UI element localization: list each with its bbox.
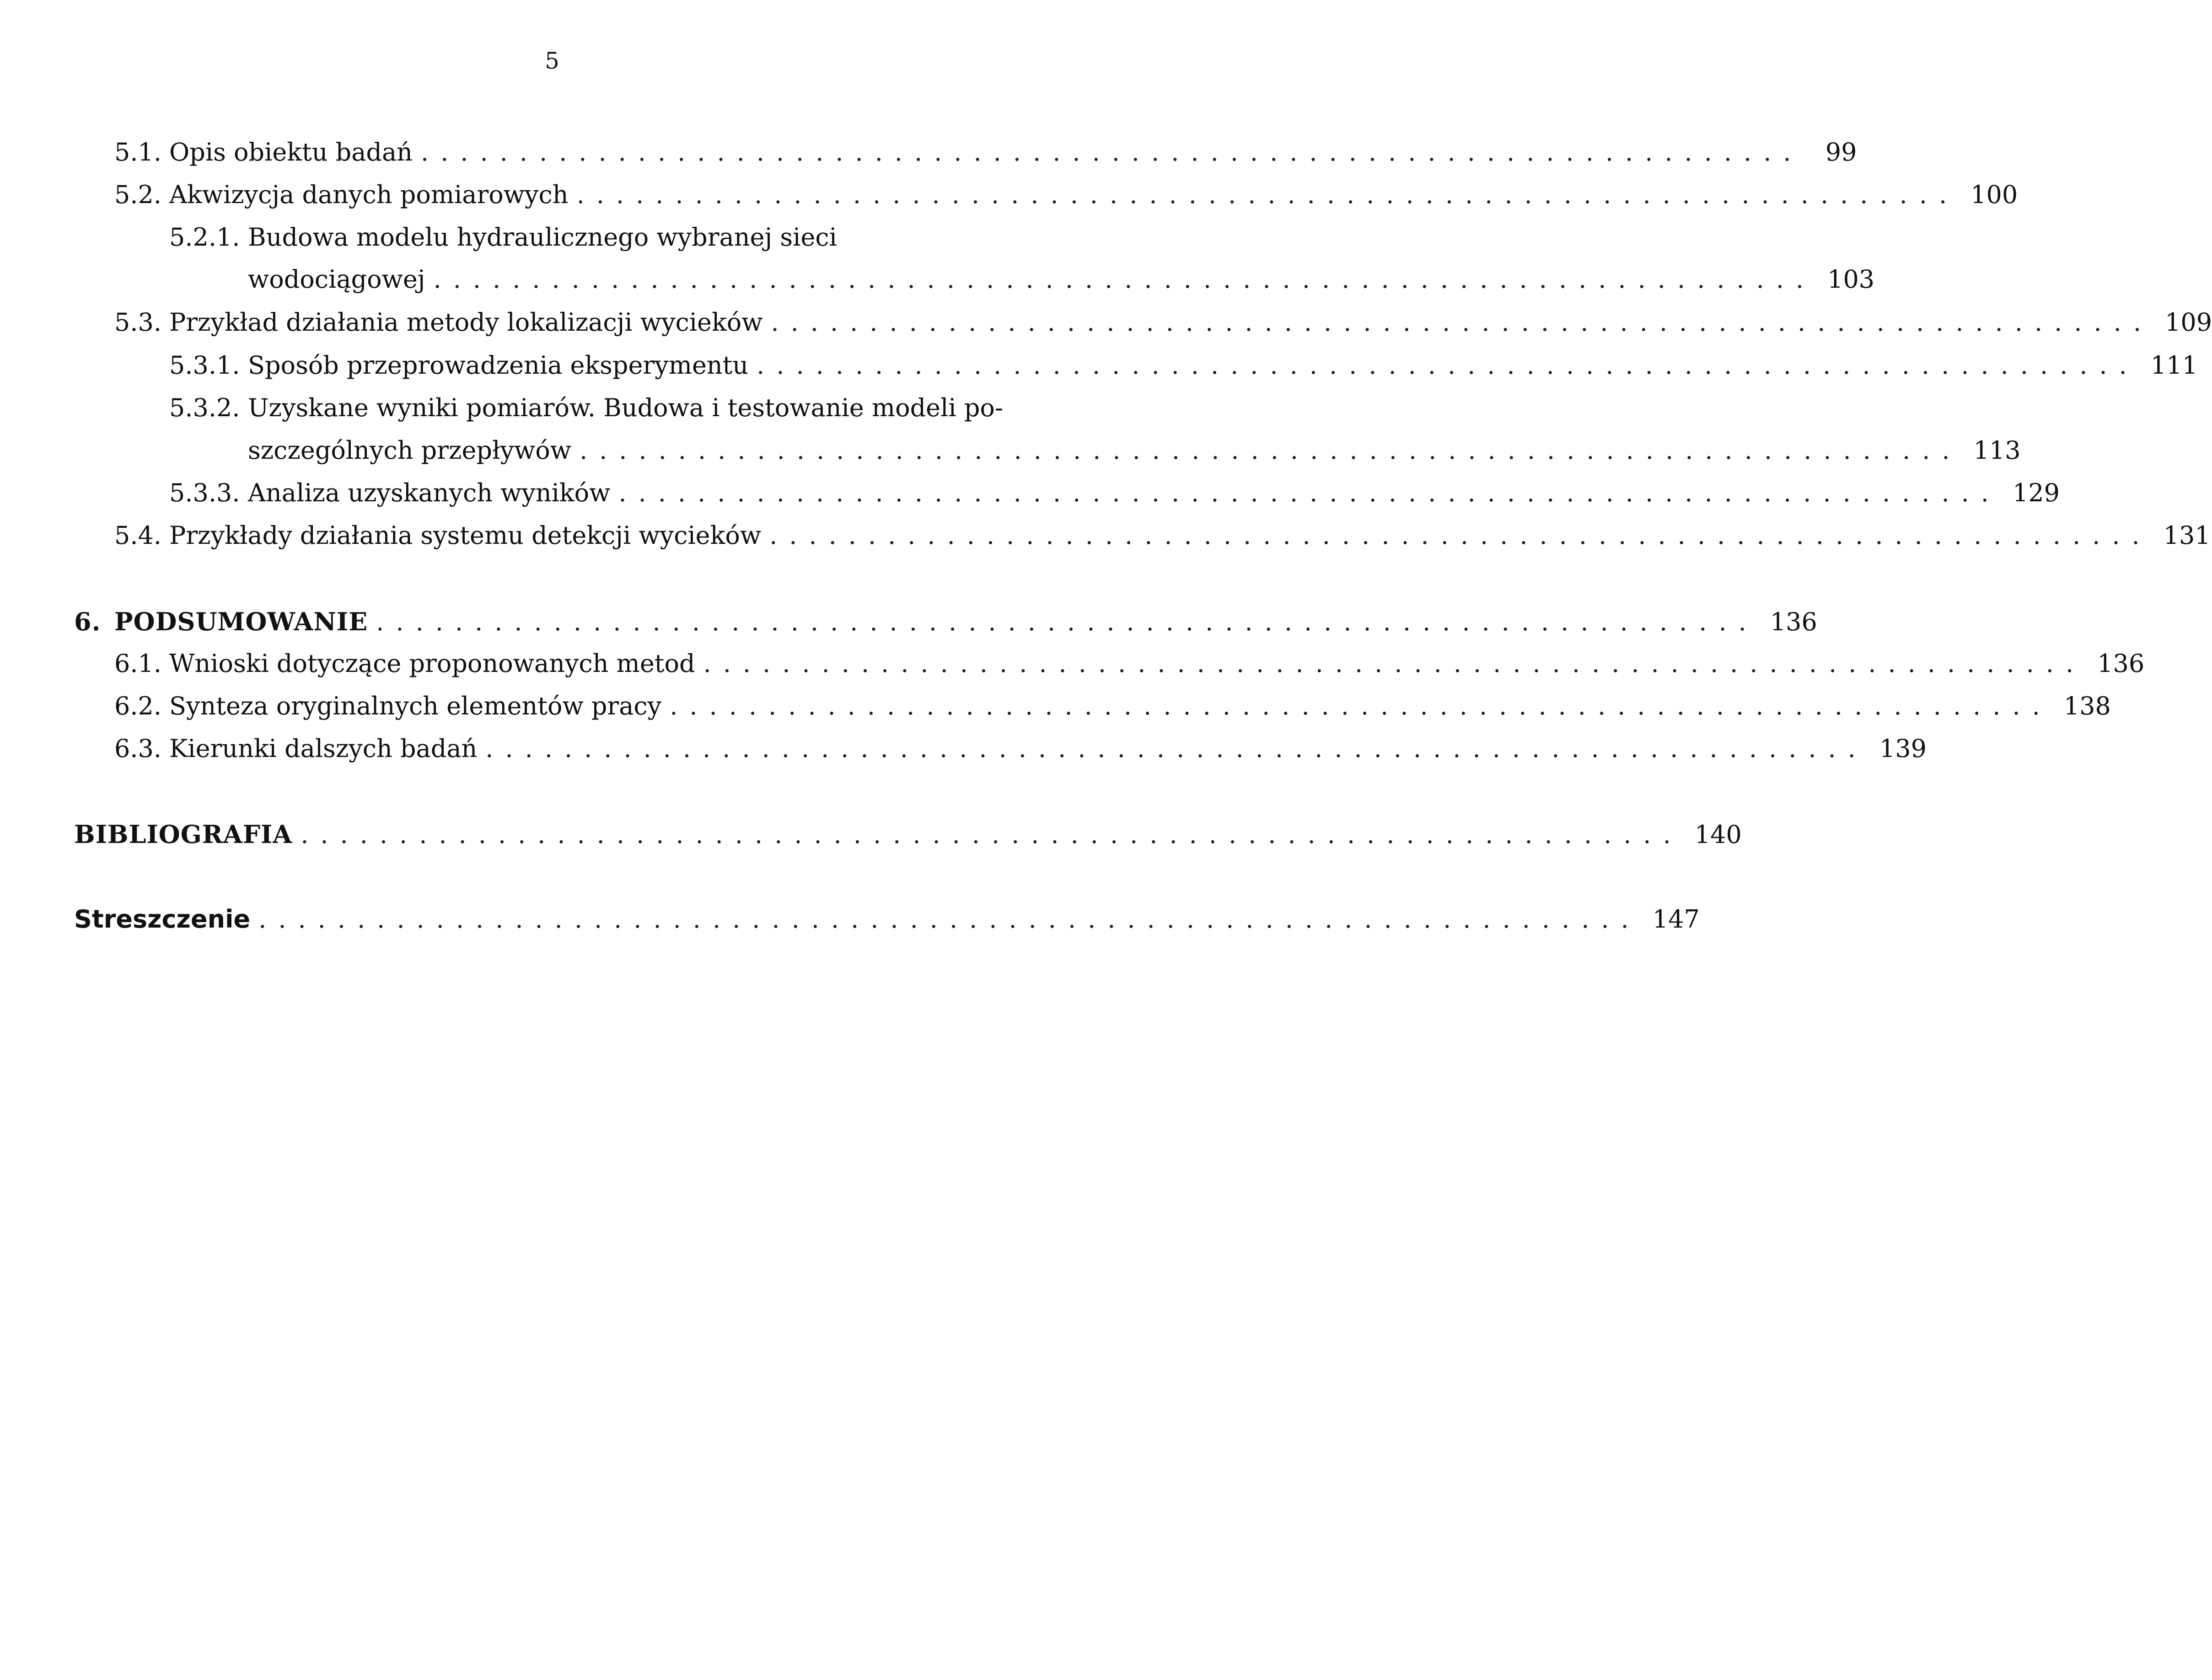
toc-entry-5-2[interactable] [114, 177, 2018, 213]
toc-entry-5-3-2[interactable] [169, 390, 1025, 426]
entry-page: 147 [1652, 905, 1700, 934]
entry-number: 6.1. [114, 649, 162, 678]
entry-number: 5.3.1. [169, 351, 240, 380]
dot-leader: ...................................................................... [376, 607, 1758, 636]
entry-page: 136 [2097, 649, 2145, 678]
dot-leader: ...................................................................... [301, 820, 1683, 849]
entry-number: 5.2.1. [169, 223, 240, 252]
entry-page: 139 [1879, 734, 1927, 763]
dot-leader: ...................................................................... [757, 351, 2139, 380]
toc-entry-5-3[interactable] [114, 304, 2212, 341]
entry-title-line1: Budowa modelu hydraulicznego wybranej sieci [248, 223, 837, 252]
entry-title-line2: szczególnych przepływów [248, 436, 571, 465]
toc-entry-5-1[interactable] [114, 134, 1857, 171]
entry-page: 99 [1825, 138, 1857, 166]
toc-entry-5-4[interactable] [114, 517, 2211, 554]
dot-leader: ...................................................................... [433, 265, 1816, 294]
entry-title: Akwizycja danych pomiarowych [169, 180, 569, 209]
entry-title: Opis obiektu badań [169, 138, 413, 166]
entry-number: 5.4. [114, 521, 162, 550]
toc-entry-5-2-1-cont[interactable] [248, 261, 1875, 298]
entry-page: 136 [1770, 607, 1817, 636]
entry-page: 103 [1827, 265, 1875, 294]
chapter-title: Streszczenie [74, 905, 251, 934]
entry-page: 111 [2150, 351, 2198, 380]
entry-number: 5.1. [114, 138, 162, 166]
entry-page: 131 [2163, 521, 2211, 550]
entry-page: 129 [2012, 478, 2060, 507]
toc-entry-6-2[interactable] [114, 688, 2111, 725]
toc-entry-5-3-3[interactable] [169, 475, 2060, 511]
entry-title-line1: Uzyskane wyniki pomiarów. Budowa i testowanie modeli po- [248, 393, 1004, 422]
entry-title: Kierunki dalszych badań [169, 734, 478, 763]
entry-title: Synteza oryginalnych elementów pracy [169, 692, 662, 720]
toc-chapter-6[interactable] [74, 603, 1817, 640]
entry-title: Przykłady działania systemu detekcji wycieków [169, 521, 762, 550]
dot-leader: ...................................................................... [703, 649, 2086, 678]
dot-leader: ...................................................................... [618, 478, 2001, 507]
dot-leader: ...................................................................... [579, 436, 1962, 465]
entry-page: 113 [1973, 436, 2021, 465]
entry-title-line2: wodociągowej [248, 265, 425, 294]
toc-entry-6-3[interactable] [114, 730, 1927, 767]
entry-title: Przykład działania metody lokalizacji wycieków [169, 308, 763, 337]
entry-number: 5.2. [114, 180, 162, 209]
dot-leader: ...................................................................... [258, 905, 1641, 934]
entry-number: 5.3. [114, 308, 162, 337]
entry-title: Wnioski dotyczące proponowanych metod [169, 649, 695, 678]
entry-number: 6.3. [114, 734, 162, 763]
toc-entry-6-1[interactable] [114, 645, 2145, 682]
entry-number: 6.2. [114, 692, 162, 720]
dot-leader: ...................................................................... [420, 138, 1803, 166]
dot-leader: ...................................................................... [771, 308, 2153, 337]
chapter-title: PODSUMOWANIE [114, 607, 368, 636]
page-number: 5 [545, 48, 559, 74]
toc-entry-5-2-1[interactable] [169, 219, 1025, 256]
toc-bibliography[interactable] [74, 816, 1742, 853]
chapter-number: 6. [74, 607, 101, 636]
dot-leader: ...................................................................... [485, 734, 1868, 763]
entry-page: 138 [2063, 692, 2111, 720]
chapter-title: BIBLIOGRAFIA [74, 820, 293, 849]
toc-entry-5-3-2-cont[interactable] [248, 432, 2021, 469]
entry-title: Sposób przeprowadzenia eksperymentu [248, 351, 749, 380]
entry-title: Analiza uzyskanych wyników [248, 478, 611, 507]
entry-number: 5.3.2. [169, 393, 240, 422]
dot-leader: ...................................................................... [670, 692, 2052, 720]
entry-page: 140 [1694, 820, 1742, 849]
entry-page: 109 [2165, 308, 2212, 337]
toc-entry-5-3-1[interactable] [169, 347, 2198, 384]
dot-leader: ...................................................................... [576, 180, 1959, 209]
toc-summary[interactable] [74, 901, 1700, 938]
entry-page: 100 [1970, 180, 2018, 209]
dot-leader: ...................................................................... [769, 521, 2152, 550]
entry-number: 5.3.3. [169, 478, 240, 507]
